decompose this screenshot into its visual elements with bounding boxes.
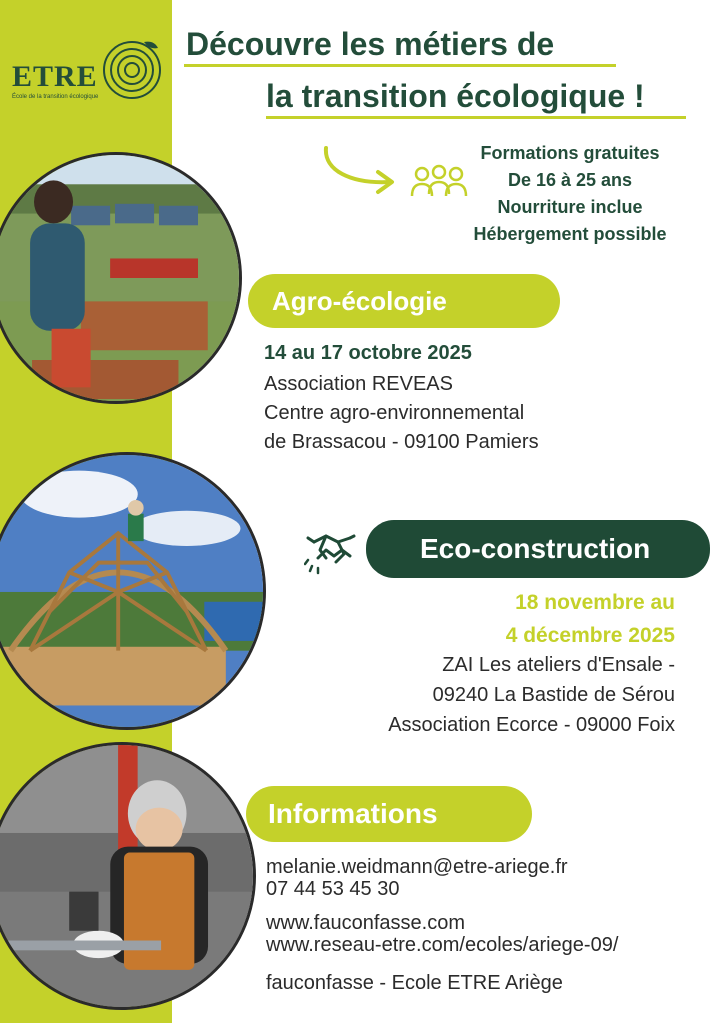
eco-address xyxy=(388,650,675,740)
photo-agroecology xyxy=(0,152,242,404)
eco-dates xyxy=(506,586,675,652)
agro-dates: 14 au 17 octobre 2025 xyxy=(264,342,472,364)
section-label-agroecology: Agro-écologie xyxy=(248,274,560,328)
benefit-item: Nourriture inclue xyxy=(497,197,643,217)
workshop-photo-illustration xyxy=(0,745,253,1007)
photo-workshop xyxy=(0,742,256,1010)
agro-address xyxy=(264,370,539,457)
page-title-line2: la transition écologique ! xyxy=(266,78,645,114)
eco-address-line: ZAI Les ateliers d'Ensale - xyxy=(442,654,675,676)
eco-photo-illustration xyxy=(0,455,263,727)
logo xyxy=(10,38,160,108)
logo-tagline: École de la transition écologique xyxy=(12,94,99,100)
title-underline-1 xyxy=(184,64,616,67)
agro-photo-illustration xyxy=(0,155,239,401)
website-link[interactable]: www.fauconfasse.com xyxy=(266,912,465,934)
websites-block xyxy=(266,912,618,956)
agro-address-line: de Brassacou - 09100 Pamiers xyxy=(264,431,539,453)
page-title-line1: Découvre les métiers de xyxy=(186,26,555,62)
eco-address-line: Association Ecorce - 09000 Foix xyxy=(388,714,675,736)
logo-rings-icon xyxy=(100,38,164,102)
handshake-icon xyxy=(304,528,362,576)
logo-name: ETRE xyxy=(12,60,98,93)
eco-date-line: 18 novembre au xyxy=(515,591,675,614)
curved-arrow-icon xyxy=(320,140,400,200)
eco-date-line: 4 décembre 2025 xyxy=(505,624,675,647)
benefit-item: Hébergement possible xyxy=(473,224,667,244)
contact-phone[interactable]: 07 44 53 45 30 xyxy=(266,878,400,900)
section-label-information: Informations xyxy=(246,786,532,842)
section-label-eco-construction: Eco-construction xyxy=(366,520,710,578)
eco-address-line: 09240 La Bastide de Sérou xyxy=(432,684,675,706)
social-handle: fauconfasse - Ecole ETRE Ariège xyxy=(266,972,563,994)
contact-email[interactable]: melanie.weidmann@etre-ariege.fr xyxy=(266,856,568,878)
agro-address-line: Centre agro-environnemental xyxy=(264,402,525,424)
photo-eco-construction xyxy=(0,452,266,730)
benefits-list xyxy=(430,140,710,248)
benefit-item: De 16 à 25 ans xyxy=(507,170,633,190)
title-underline-2 xyxy=(266,116,686,119)
benefit-item: Formations gratuites xyxy=(480,143,660,163)
contact-block xyxy=(266,856,568,900)
website-link[interactable]: www.reseau-etre.com/ecoles/ariege-09/ xyxy=(266,934,619,956)
agro-address-line: Association REVEAS xyxy=(264,373,453,395)
